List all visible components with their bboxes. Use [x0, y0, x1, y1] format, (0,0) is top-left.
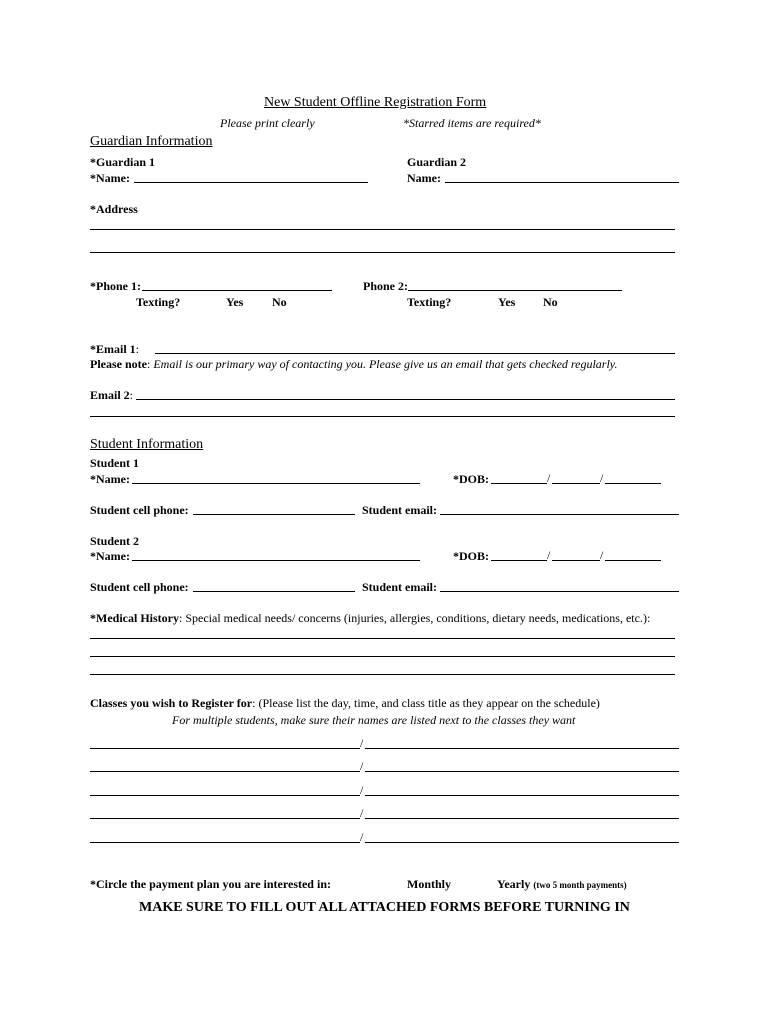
- medical-history-row: *Medical History: Special medical needs/ concerns (injuries, allergies, conditions, dietary needs, medications, etc.):: [90, 611, 651, 625]
- payment-plan-label: *Circle the payment plan you are interested in:: [90, 877, 331, 891]
- address-line-1[interactable]: [90, 229, 675, 230]
- starred-required-note: *Starred items are required*: [403, 116, 541, 130]
- guardian-2-label: Guardian 2: [407, 155, 467, 169]
- student-1-label: Student 1: [90, 456, 140, 470]
- email-1-label: *Email 1: [90, 342, 136, 356]
- class-entry-3-right[interactable]: [365, 795, 679, 796]
- address-label: *Address: [90, 202, 138, 216]
- final-reminder: MAKE SURE TO FILL OUT ALL ATTACHED FORMS BEFORE TURNING IN: [139, 900, 630, 915]
- class-entry-4-left[interactable]: [90, 818, 360, 819]
- student-2-label: Student 2: [90, 534, 140, 548]
- class-entry-2-right[interactable]: [365, 771, 679, 772]
- payment-yearly-row[interactable]: [497, 878, 627, 890]
- student-1-name-field[interactable]: [132, 483, 420, 484]
- class-entry-3-sep: /: [360, 783, 364, 797]
- address-line-2[interactable]: [90, 252, 675, 253]
- class-entry-5-left[interactable]: [90, 842, 360, 843]
- student-2-dob-sep-2: /: [600, 548, 604, 562]
- phone-2-field[interactable]: [408, 290, 622, 291]
- classes-label: Classes you wish to Register for: [90, 696, 253, 710]
- phone-2-texting-label: Texting?: [407, 295, 452, 309]
- please-note-text: Email is our primary way of contacting you. Please give us an email that gets checked regularly.: [153, 357, 618, 371]
- student-2-email-field[interactable]: [440, 591, 679, 592]
- student-2-dob-month-field[interactable]: [491, 560, 547, 561]
- phone-1-label: *Phone 1:: [90, 279, 141, 293]
- phone-1-no-option[interactable]: No: [272, 295, 287, 309]
- student-2-name-field[interactable]: [132, 560, 420, 561]
- form-title: New Student Offline Registration Form: [264, 95, 487, 110]
- student-1-cell-field[interactable]: [193, 514, 355, 515]
- classes-instruction: (Please list the day, time, and class title as they appear on the schedule): [258, 696, 600, 710]
- phone-1-yes-option[interactable]: Yes: [226, 295, 244, 309]
- student-1-dob-month-field[interactable]: [491, 483, 547, 484]
- payment-yearly-option[interactable]: Yearly: [497, 877, 531, 891]
- email-1-field[interactable]: [155, 353, 675, 354]
- class-entry-1-sep: /: [360, 736, 364, 750]
- guardian-section-title: Guardian Information: [90, 134, 213, 149]
- guardian-2-name-field[interactable]: [445, 182, 679, 183]
- guardian-2-name-label: Name:: [407, 171, 441, 185]
- class-entry-5-sep: /: [360, 830, 364, 844]
- student-2-cell-label: Student cell phone:: [90, 580, 189, 594]
- student-2-dob-sep-1: /: [547, 548, 551, 562]
- student-2-cell-field[interactable]: [193, 591, 355, 592]
- student-1-email-field[interactable]: [440, 514, 679, 515]
- email-2-field[interactable]: [136, 399, 675, 400]
- class-entry-1-left[interactable]: [90, 748, 360, 749]
- please-note-label: Please note: [90, 357, 147, 371]
- phone-1-texting-label: Texting?: [136, 295, 181, 309]
- phone-2-yes-option[interactable]: Yes: [498, 295, 516, 309]
- student-2-dob-label: *DOB:: [453, 549, 489, 563]
- guardian-1-label: *Guardian 1: [90, 155, 156, 169]
- medical-history-text: Special medical needs/ concerns (injuries, allergies, conditions, dietary needs, medications, etc.):: [185, 611, 651, 625]
- phone-2-no-option[interactable]: No: [543, 295, 558, 309]
- please-note-row: Please note: Email is our primary way of contacting you. Please give us an email that gets checked regularly.: [90, 357, 618, 371]
- student-2-email-label: Student email:: [362, 580, 437, 594]
- payment-yearly-note: (two 5 month payments): [533, 880, 627, 890]
- class-entry-1-right[interactable]: [365, 748, 679, 749]
- medical-history-line-3[interactable]: [90, 674, 675, 675]
- classes-note: For multiple students, make sure their names are listed next to the classes they want: [172, 713, 576, 727]
- student-section-title: Student Information: [90, 437, 204, 452]
- phone-2-label: Phone 2:: [363, 279, 408, 293]
- class-entry-5-right[interactable]: [365, 842, 679, 843]
- student-2-dob-day-field[interactable]: [552, 560, 600, 561]
- phone-1-field[interactable]: [142, 290, 332, 291]
- email-2-field-line-2[interactable]: [90, 416, 675, 417]
- email-2-label: Email 2: [90, 388, 130, 402]
- class-entry-2-sep: /: [360, 759, 364, 773]
- student-1-dob-sep-2: /: [600, 471, 604, 485]
- student-1-dob-day-field[interactable]: [552, 483, 600, 484]
- student-1-dob-sep-1: /: [547, 471, 551, 485]
- student-2-name-label: *Name:: [90, 549, 130, 563]
- guardian-1-name-label: *Name:: [90, 171, 130, 185]
- student-1-name-label: *Name:: [90, 472, 130, 486]
- student-2-dob-year-field[interactable]: [605, 560, 661, 561]
- print-clearly-note: Please print clearly: [220, 116, 315, 130]
- email-2-row: Email 2:: [90, 388, 134, 402]
- payment-monthly-option[interactable]: Monthly: [407, 877, 452, 891]
- student-1-cell-label: Student cell phone:: [90, 503, 189, 517]
- medical-history-line-1[interactable]: [90, 638, 675, 639]
- student-1-dob-label: *DOB:: [453, 472, 489, 486]
- class-entry-4-sep: /: [360, 806, 364, 820]
- class-entry-4-right[interactable]: [365, 818, 679, 819]
- email-1-row: *Email 1:: [90, 342, 140, 356]
- student-1-email-label: Student email:: [362, 503, 437, 517]
- medical-history-line-2[interactable]: [90, 656, 675, 657]
- class-entry-2-left[interactable]: [90, 771, 360, 772]
- guardian-1-name-field[interactable]: [134, 182, 368, 183]
- medical-history-label: *Medical History: [90, 611, 179, 625]
- student-1-dob-year-field[interactable]: [605, 483, 661, 484]
- class-entry-3-left[interactable]: [90, 795, 360, 796]
- classes-row: Classes you wish to Register for: (Please list the day, time, and class title as they appear on the schedule): [90, 696, 600, 710]
